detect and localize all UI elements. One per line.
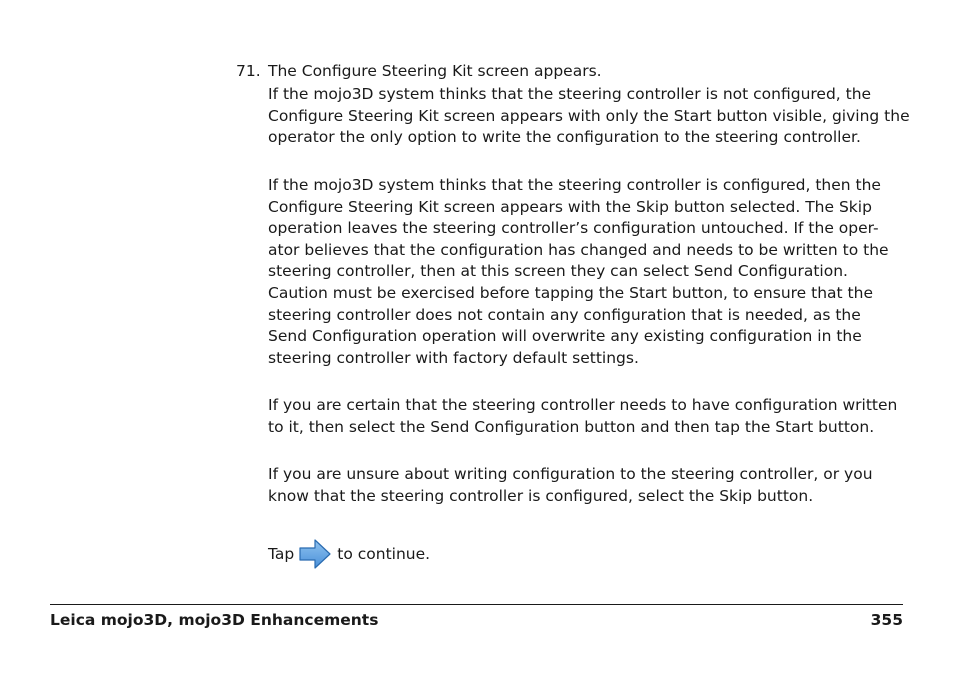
text-line: If the mojo3D system thinks that the steering controller is configured, then the bbox=[268, 176, 881, 194]
text-line: Caution must be exercised before tapping the Start button, to ensure that the bbox=[268, 283, 873, 302]
right-arrow-icon bbox=[298, 538, 332, 570]
footer-document-title: Leica mojo3D, mojo3D Enhancements bbox=[50, 611, 379, 629]
text-line: to it, then select the Send Configuration button and then tap the Start button. bbox=[268, 417, 875, 436]
text-line: Configure Steering Kit screen appears with the Skip button selected. The Skip bbox=[268, 197, 872, 216]
text-line: If the mojo3D system thinks that the steering controller is not configured, the bbox=[268, 85, 872, 103]
step-number: 71. bbox=[236, 62, 261, 80]
text-line: Send Configuration operation will overwrite any existing configuration in the bbox=[268, 327, 862, 346]
text-line: If you are unsure about writing configuration to the steering controller, or you bbox=[268, 465, 873, 483]
text-line: Configure Steering Kit screen appears with only the Start button visible, giving the bbox=[268, 106, 910, 125]
text-line: If you are certain that the steering controller needs to have configuration written bbox=[268, 396, 898, 414]
tap-instruction bbox=[268, 538, 430, 570]
text-line: steering controller with factory default settings. bbox=[268, 348, 639, 367]
text-line: operation leaves the steering controller’s configuration untouched. If the oper- bbox=[268, 219, 879, 238]
text-line: steering controller, then at this screen they can select Send Configuration. bbox=[268, 262, 848, 281]
tap-text: Tap bbox=[268, 545, 295, 563]
paragraph-configured bbox=[268, 175, 906, 369]
footer-page-number: 355 bbox=[870, 611, 903, 629]
paragraph-not-configured bbox=[268, 84, 910, 149]
step-title: The Configure Steering Kit screen appears. bbox=[268, 62, 602, 80]
paragraph-unsure bbox=[268, 464, 906, 507]
text-line: steering controller does not contain any configuration that is needed, as the bbox=[268, 305, 861, 324]
tap-continue-text: to continue. bbox=[337, 545, 431, 563]
paragraph-certain bbox=[268, 395, 906, 438]
text-line: operator the only option to write the configuration to the steering controller. bbox=[268, 128, 861, 147]
text-line: know that the steering controller is configured, select the Skip button. bbox=[268, 486, 814, 505]
footer-divider bbox=[50, 604, 903, 605]
text-line: ator believes that the configuration has changed and needs to be written to the bbox=[268, 240, 889, 259]
